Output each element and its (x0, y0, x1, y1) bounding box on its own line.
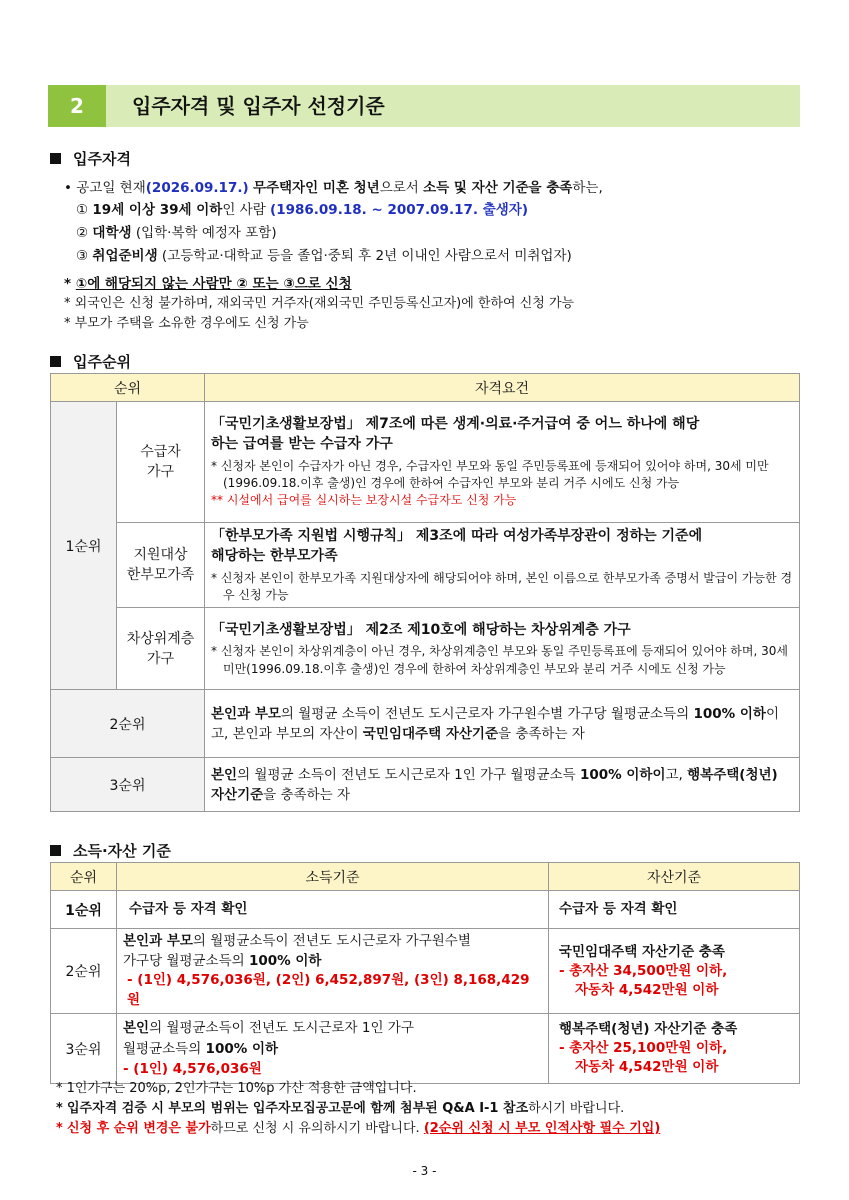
group-name: 수급자 가구 (117, 402, 205, 523)
square-bullet-icon (50, 845, 61, 856)
table-row (51, 608, 800, 690)
group-name: 지원대상 한부모가족 (117, 523, 205, 608)
footnote-1: * 1인가구는 20%p, 2인가구는 10%p 가산 적용한 금액입니다. (56, 1081, 417, 1096)
income-table (50, 862, 800, 1084)
header-rank: 순위 (51, 374, 205, 402)
group-requirement: 「국민기초생활보장법」 제2조 제10호에 해당하는 차상위계층 가구 * 신청자 본인이 차상위계층이 아닌 경우, 차상위계층인 부모와 동일 주민등록표에 등재되어 있어야 하며, 30세 미만(1996.09.18.이후 출생)인 경우에 한하여 차상위계층인 부모와 분리 거주 시에도 신청 가능 (205, 608, 800, 690)
table-row (51, 690, 800, 758)
header-income: 소득기준 (117, 863, 549, 891)
qualification-note-1: * ①에 해당되지 않는 사람만 ② 또는 ③으로 신청 (64, 276, 352, 292)
section-number: 2 (48, 85, 106, 127)
section-header (48, 85, 800, 127)
footnote-3: * 신청 후 순위 변경은 불가하므로 신청 시 유의하시기 바랍니다. (2순위 신청 시 부모 인적사항 필수 기입) (56, 1121, 661, 1136)
rank-3-label: 3순위 (51, 758, 205, 812)
footnote-2: * 입주자격 검증 시 부모의 범위는 입주자모집공고문에 함께 첨부된 Q&A Ⅰ-1 참조하시기 바랍니다. (56, 1101, 625, 1116)
header-requirement: 자격요건 (205, 374, 800, 402)
priority-heading: 입주순위 (50, 351, 131, 372)
qualification-note-3: * 부모가 주택을 소유한 경우에도 신청 가능 (64, 316, 309, 331)
income-table-header (51, 863, 800, 891)
table-row: 2순위 본인과 부모의 월평균소득이 전년도 도시근로자 가구원수별 가구당 월평균소득의 100% 이하 - (1인) 4,576,036원, (2인) 6,452,897원, (3인) 8,168,429원 국민임대주택 자산기준 충족 - 총자산 34,500만원 이하, 자동차 4,542만원 이하 (51, 929, 800, 1014)
qualification-heading: 입주자격 (50, 148, 131, 169)
table-row (51, 402, 800, 523)
group-requirement: 「국민기초생활보장법」 제7조에 따른 생계·의료·주거급여 중 어느 하나에 해당 하는 급여를 받는 수급자 가구 * 신청자 본인이 수급자가 아닌 경우, 수급자인 부모와 동일 주민등록표에 등재되어 있어야 하며, 30세 미만(1996.09.18.이후 출생)인 경우에 한하여 수급자인 부모와 분리 거주 시에도 신청 가능 ** 시설에서 급여를 실시하는 보장시설 수급자도 신청 가능 (205, 402, 800, 523)
asset-criteria: 국민임대주택 자산기준 충족 - 총자산 34,500만원 이하, 자동차 4,542만원 이하 (549, 929, 800, 1014)
page-number: - 3 - (412, 1164, 437, 1178)
square-bullet-icon (50, 356, 61, 367)
priority-table-header (51, 374, 800, 402)
income-criteria: 본인과 부모의 월평균소득이 전년도 도시근로자 가구원수별 가구당 월평균소득의 100% 이하 - (1인) 4,576,036원, (2인) 6,452,897원, (3인) 8,168,429원 (117, 929, 549, 1014)
header-asset: 자산기준 (549, 863, 800, 891)
qualification-note-2: * 외국인은 신청 불가하며, 재외국민 거주자(재외국민 주민등록신고자)에 한하여 신청 가능 (64, 296, 575, 311)
section-title: 입주자격 및 입주자 선정기준 (132, 94, 385, 118)
header-rank: 순위 (51, 863, 117, 891)
rank-2-label: 2순위 (51, 690, 205, 758)
qualification-item-2: ② 대학생 (입학·복학 예정자 포함) (76, 225, 277, 241)
square-bullet-icon (50, 153, 61, 164)
qualification-item-3: ③ 취업준비생 (고등학교·대학교 등을 졸업·중퇴 후 2년 이내인 사람으로서 미취업자) (76, 248, 572, 264)
asset-criteria: 행복주택(청년) 자산기준 충족 - 총자산 25,100만원 이하, 자동차 4,542만원 이하 (549, 1014, 800, 1084)
group-name: 차상위계층 가구 (117, 608, 205, 690)
income-heading: 소득·자산 기준 (50, 840, 171, 861)
table-row: 3순위 본인의 월평균소득이 전년도 도시근로자 1인 가구 월평균소득의 100% 이하 - (1인) 4,576,036원 행복주택(청년) 자산기준 충족 - 총자산 25,100만원 이하, 자동차 4,542만원 이하 (51, 1014, 800, 1084)
priority-table (50, 373, 800, 812)
rank-1-label: 1순위 (51, 402, 117, 690)
bullet-icon: • (64, 180, 72, 196)
qualification-item-1: ① 19세 이상 39세 이하인 사람 (1986.09.18. ~ 2007.09.17. 출생자) (76, 202, 528, 218)
table-row: 1순위 수급자 등 자격 확인 수급자 등 자격 확인 (51, 891, 800, 929)
group-requirement: 「한부모가족 지원법 시행규칙」 제3조에 따라 여성가족부장관이 정하는 기준에 해당하는 한부모가족 * 신청자 본인이 한부모가족 지원대상자에 해당되어야 하며, 본인 이름으로 한부모가족 증명서 발급이 가능한 경우 신청 가능 (205, 523, 800, 608)
qualification-intro: • 공고일 현재(2026.09.17.) 무주택자인 미혼 청년으로서 소득 및 자산 기준을 충족하는, (64, 180, 603, 196)
rank-2-requirement: 본인과 부모의 월평균 소득이 전년도 도시근로자 가구원수별 가구당 월평균소득의 100% 이하이고, 본인과 부모의 자산이 국민임대주택 자산기준을 충족하는 자 (205, 690, 800, 758)
rank-3-requirement: 본인의 월평균 소득이 전년도 도시근로자 1인 가구 월평균소득 100% 이하이고, 행복주택(청년) 자산기준을 충족하는 자 (205, 758, 800, 812)
table-row (51, 523, 800, 608)
income-criteria: 본인의 월평균소득이 전년도 도시근로자 1인 가구 월평균소득의 100% 이하 - (1인) 4,576,036원 (117, 1014, 549, 1084)
table-row (51, 758, 800, 812)
